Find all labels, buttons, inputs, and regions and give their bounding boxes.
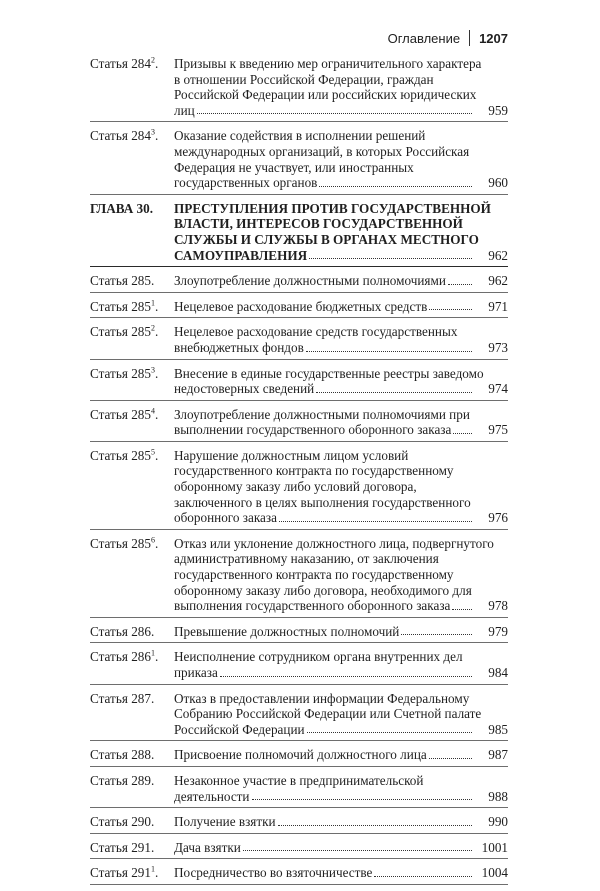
dot-leader: [279, 521, 472, 522]
entry-title: [174, 773, 508, 804]
entry-title-line: Российской Федерации или российских юридических: [174, 87, 477, 103]
entry-title: [174, 366, 508, 397]
entry-title-last-line: выполнении государственного оборонного заказа: [174, 422, 452, 438]
entry-reference-label: Статья 284: [90, 56, 151, 71]
entry-page-number: 1001: [481, 839, 508, 855]
dot-leader: [429, 309, 472, 310]
entry-title: [174, 691, 508, 738]
entry-page-number: 987: [488, 747, 508, 763]
toc-entry[interactable]: [90, 773, 508, 808]
toc-entry[interactable]: [90, 273, 508, 293]
entry-title-line: государственного контракта по государственному: [174, 463, 454, 479]
entry-title: [174, 865, 508, 881]
entry-title-last-line: государственных органов: [174, 175, 318, 191]
entry-reference-superscript: 1: [150, 649, 155, 659]
entry-title: [174, 840, 508, 856]
entry-title-line: Нарушение должностным лицом условий: [174, 447, 409, 463]
entry-reference: [90, 624, 174, 640]
entry-reference-superscript: 3: [150, 365, 155, 375]
entry-title-line: Отказ в предоставлении информации Федеральному: [174, 690, 470, 706]
entry-page-number: 962: [488, 273, 508, 289]
toc-entry[interactable]: [90, 324, 508, 359]
dot-leader: [307, 732, 472, 733]
toc-entry[interactable]: [90, 840, 508, 860]
entry-page-number: 984: [488, 665, 508, 680]
entry-page-number: 973: [488, 339, 508, 355]
dot-leader: [252, 799, 473, 800]
entry-title: [174, 324, 508, 355]
toc-entry[interactable]: [90, 366, 508, 401]
entry-reference-label: Статья 285: [90, 324, 151, 340]
entry-reference-label: Статья 285: [90, 535, 151, 551]
toc-entry[interactable]: [90, 56, 508, 122]
toc-entry[interactable]: [90, 536, 508, 618]
entry-title-line: заключенного в целях выполнения государственного: [174, 494, 471, 510]
entry-title-last-line: лиц: [174, 102, 195, 118]
entry-reference-label: Статья 288.: [90, 747, 155, 763]
header-title: Оглавление: [387, 30, 461, 46]
entry-page-number: 988: [488, 788, 508, 804]
dot-leader: [452, 609, 472, 610]
entry-title-line: ВЛАСТИ, ИНТЕРЕСОВ ГОСУДАРСТВЕННОЙ: [174, 216, 463, 232]
entry-page-number: 962: [488, 247, 508, 263]
toc-entry[interactable]: [90, 865, 508, 885]
entry-title-last-line: недостоверных сведений: [174, 381, 315, 397]
entry-reference-superscript: 4: [150, 406, 155, 416]
entry-title-line: Нецелевое расходование средств государственных: [174, 324, 458, 340]
entry-reference-label: Статья 291: [90, 865, 151, 881]
entry-title: [174, 624, 508, 640]
entry-reference: Статья $286^1$.: [90, 649, 159, 665]
entry-title-last-line: внебюджетных фондов: [174, 339, 304, 355]
entry-reference-superscript: 2: [150, 55, 155, 65]
entry-reference: [90, 691, 174, 707]
entry-title: [174, 649, 508, 680]
entry-title-last-line: Посредничество во взяточничестве: [174, 865, 373, 881]
toc-entry[interactable]: [90, 649, 508, 684]
entry-title-line: Призывы к введению мер ограничительного характера: [174, 56, 482, 71]
entry-title-last-line: САМОУПРАВЛЕНИЯ: [174, 247, 308, 263]
entry-title-line: оборонному заказу либо условий договора,: [174, 479, 417, 495]
toc-entry[interactable]: [90, 747, 508, 767]
entry-reference: [90, 201, 174, 217]
dot-leader: [220, 676, 472, 677]
dot-leader: [453, 433, 472, 434]
entry-title-line: Злоупотребление должностными полномочиями при: [174, 406, 470, 422]
entry-title-last-line: Российской Федерации: [174, 721, 305, 737]
dot-leader: [429, 758, 472, 759]
dot-leader: [309, 258, 472, 259]
entry-reference: Статья $285^5$.: [90, 447, 159, 463]
header-separator: [469, 30, 470, 46]
entry-page-number: 985: [488, 721, 508, 737]
entry-reference-superscript: 3: [150, 127, 155, 137]
dot-leader: [319, 186, 472, 187]
entry-reference: Статья $285^3$.: [90, 365, 159, 381]
entry-reference-label: Статья 285: [90, 447, 151, 463]
entry-title-last-line: Дача взятки: [174, 839, 241, 855]
entry-reference-label: Статья 286: [90, 649, 151, 665]
entry-page-number: 1004: [481, 865, 508, 881]
entry-page-number: 971: [488, 298, 508, 314]
dot-leader: [278, 825, 472, 826]
entry-reference-label: Статья 290.: [90, 814, 155, 830]
table-of-contents: [90, 56, 508, 891]
entry-page-number: 960: [488, 175, 508, 191]
entry-title: [174, 128, 508, 190]
entry-reference-label: Статья 285: [90, 406, 151, 422]
entry-title-line: Неисполнение сотрудником органа внутренних дел: [174, 649, 463, 665]
entry-title-line: Внесение в единые государственные реестры заведомо: [174, 365, 484, 381]
entry-reference-superscript: 1: [150, 864, 155, 874]
entry-title: [174, 299, 508, 315]
entry-title-last-line: Получение взятки: [174, 814, 276, 830]
entry-reference: Статья $285^4$.: [90, 406, 159, 422]
entry-reference-label: Статья 286.: [90, 623, 155, 639]
entry-page-number: 976: [488, 510, 508, 526]
dot-leader: [448, 284, 472, 285]
dot-leader: [401, 634, 472, 635]
entry-reference-superscript: 2: [150, 323, 155, 333]
entry-reference: Статья $291^1$.: [90, 864, 159, 881]
entry-reference: [90, 814, 174, 830]
entry-page-number: 979: [488, 623, 508, 639]
entry-page-number: 975: [488, 422, 508, 438]
entry-reference-superscript: 6: [150, 535, 155, 545]
entry-title-line: оборонному заказу либо договора, необходимого для: [174, 582, 472, 598]
entry-title-last-line: выполнения государственного оборонного заказа: [174, 598, 451, 614]
entry-reference-superscript: 5: [150, 447, 155, 457]
entry-title: [174, 56, 508, 118]
entry-title-line: Собранию Российской Федерации или Счетной палате: [174, 706, 482, 722]
entry-title-last-line: Злоупотребление должностными полномочиями: [174, 273, 446, 289]
entry-title: [174, 273, 508, 289]
entry-reference: Статья $284^3$.: [90, 127, 159, 144]
entry-page-number: 978: [488, 598, 508, 614]
toc-entry[interactable]: [90, 448, 508, 530]
entry-title-last-line: деятельности: [174, 788, 250, 804]
dot-leader: [316, 392, 472, 393]
entry-reference-superscript: 1: [150, 298, 155, 308]
toc-entry[interactable]: [90, 814, 508, 834]
entry-title: [174, 407, 508, 438]
dot-leader: [197, 113, 472, 114]
toc-chapter[interactable]: [90, 201, 508, 267]
entry-title: [174, 201, 508, 263]
entry-page-number: 974: [488, 381, 508, 397]
dot-leader: [374, 876, 472, 877]
entry-title-line: административному наказанию, от заключения: [174, 551, 439, 567]
entry-title-line: СЛУЖБЫ И СЛУЖБЫ В ОРГАНАХ МЕСТНОГО: [174, 231, 479, 247]
entry-reference: Статья $285^2$.: [90, 323, 159, 340]
entry-reference: [90, 773, 174, 789]
entry-title-line: международных организаций, в которых Российская: [174, 143, 470, 159]
running-header: [0, 30, 508, 46]
toc-entry[interactable]: [90, 407, 508, 442]
entry-page-number: 959: [488, 102, 508, 118]
entry-title-last-line: приказа: [174, 665, 218, 680]
entry-title-last-line: Присвоение полномочий должностного лица: [174, 747, 427, 763]
entry-reference: Статья $285^1$.: [90, 298, 159, 314]
entry-title: [174, 814, 508, 830]
entry-title-last-line: оборонного заказа: [174, 510, 277, 526]
header-page-number: 1207: [479, 30, 508, 46]
entry-reference-label: Статья 285: [90, 298, 151, 314]
entry-reference-label: ГЛАВА 30.: [90, 200, 154, 216]
entry-title: [174, 536, 508, 614]
entry-title: [174, 448, 508, 526]
entry-reference: Статья $285^6$.: [90, 535, 159, 551]
entry-title-line: ПРЕСТУПЛЕНИЯ ПРОТИВ ГОСУДАРСТВЕННОЙ: [174, 200, 491, 216]
entry-reference-label: Статья 285.: [90, 273, 155, 289]
entry-title-line: государственного контракта по государственному: [174, 567, 454, 583]
entry-title-line: в отношении Российской Федерации, граждан: [174, 71, 434, 87]
entry-reference-label: Статья 289.: [90, 772, 155, 788]
entry-reference: Статья $284^2$.: [90, 55, 159, 71]
entry-title-line: Федерация не участвует, или иностранных: [174, 159, 414, 175]
toc-entry[interactable]: [90, 691, 508, 742]
entry-reference-label: Статья 285: [90, 365, 151, 381]
dot-leader: [243, 850, 472, 851]
entry-title-line: Незаконное участие в предпринимательской: [174, 772, 424, 788]
entry-title-line: Оказание содействия в исполнении решений: [174, 128, 426, 144]
entry-reference-label: Статья 284: [90, 128, 151, 144]
dot-leader: [306, 351, 472, 352]
toc-entry[interactable]: [90, 624, 508, 644]
entry-title-last-line: Превышение должностных полномочий: [174, 623, 400, 639]
entry-page-number: 990: [488, 814, 508, 830]
entry-title-last-line: Нецелевое расходование бюджетных средств: [174, 298, 428, 314]
entry-reference-label: Статья 291.: [90, 839, 155, 855]
toc-entry[interactable]: [90, 299, 508, 319]
toc-entry[interactable]: [90, 128, 508, 194]
entry-reference-label: Статья 287.: [90, 690, 155, 706]
entry-reference: [90, 840, 174, 856]
entry-title-line: Отказ или уклонение должностного лица, подвергнутого: [174, 535, 494, 551]
entry-reference: [90, 273, 174, 289]
